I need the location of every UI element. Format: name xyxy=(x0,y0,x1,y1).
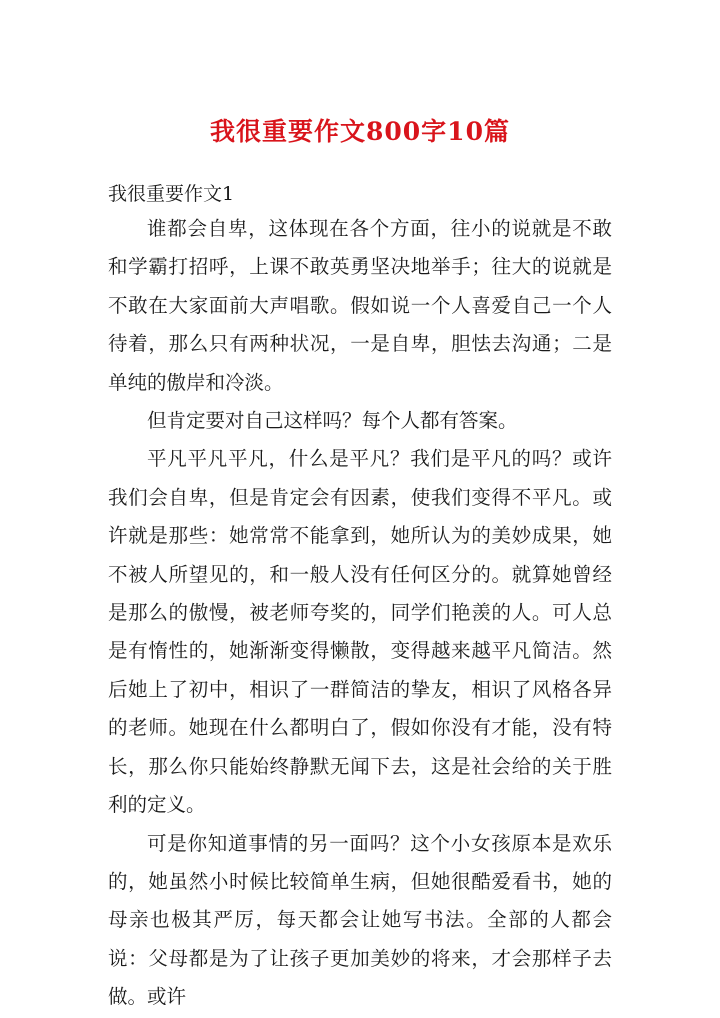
document-title: 我很重要作文800字10篇 xyxy=(210,117,510,146)
document-body xyxy=(108,210,612,1017)
paragraph-4: 可是你知道事情的另一面吗？这个小女孩原本是欢乐的，她虽然小时候比较简单生病，但她很酷爱看书，她的母亲也极其严厉，每天都会让她写书法。全部的人都会说：父母都是为了让孩子更加美妙的将来，才会那样子去做。或许 xyxy=(108,831,612,1009)
paragraph-1: 谁都会自卑，这体现在各个方面，往小的说就是不敢和学霸打招呼，上课不敢英勇坚决地举手；往大的说就是不敢在大家面前大声唱歌。假如说一个人喜爱自己一个人待着，那么只有两种状况，一是自卑，胆怯去沟通；二是单纯的傲岸和冷淡。 xyxy=(108,217,612,394)
paragraph-3: 平凡平凡平凡，什么是平凡？我们是平凡的吗？或许我们会自卑，但是肯定会有因素，使我们变得不平凡。或许就是那些：她常常不能拿到，她所认为的美妙成果，她不被人所望见的，和一般人没有任何区分的。就算她曾经是那么的傲慢，被老师夸奖的，同学们艳羡的人。可人总是有惰性的，她渐渐变得懒散，变得越来越平凡简洁。然后她上了初中，相识了一群简洁的挚友，相识了风格各异的老师。她现在什么都明白了，假如你没有才能，没有特长，那么你只能始终静默无闻下去，这是社会给的关于胜利的定义。 xyxy=(108,447,612,817)
paragraph-2: 但肯定要对自己这样吗？每个人都有答案。 xyxy=(147,409,518,433)
section-heading: 我很重要作文1 xyxy=(108,183,235,205)
